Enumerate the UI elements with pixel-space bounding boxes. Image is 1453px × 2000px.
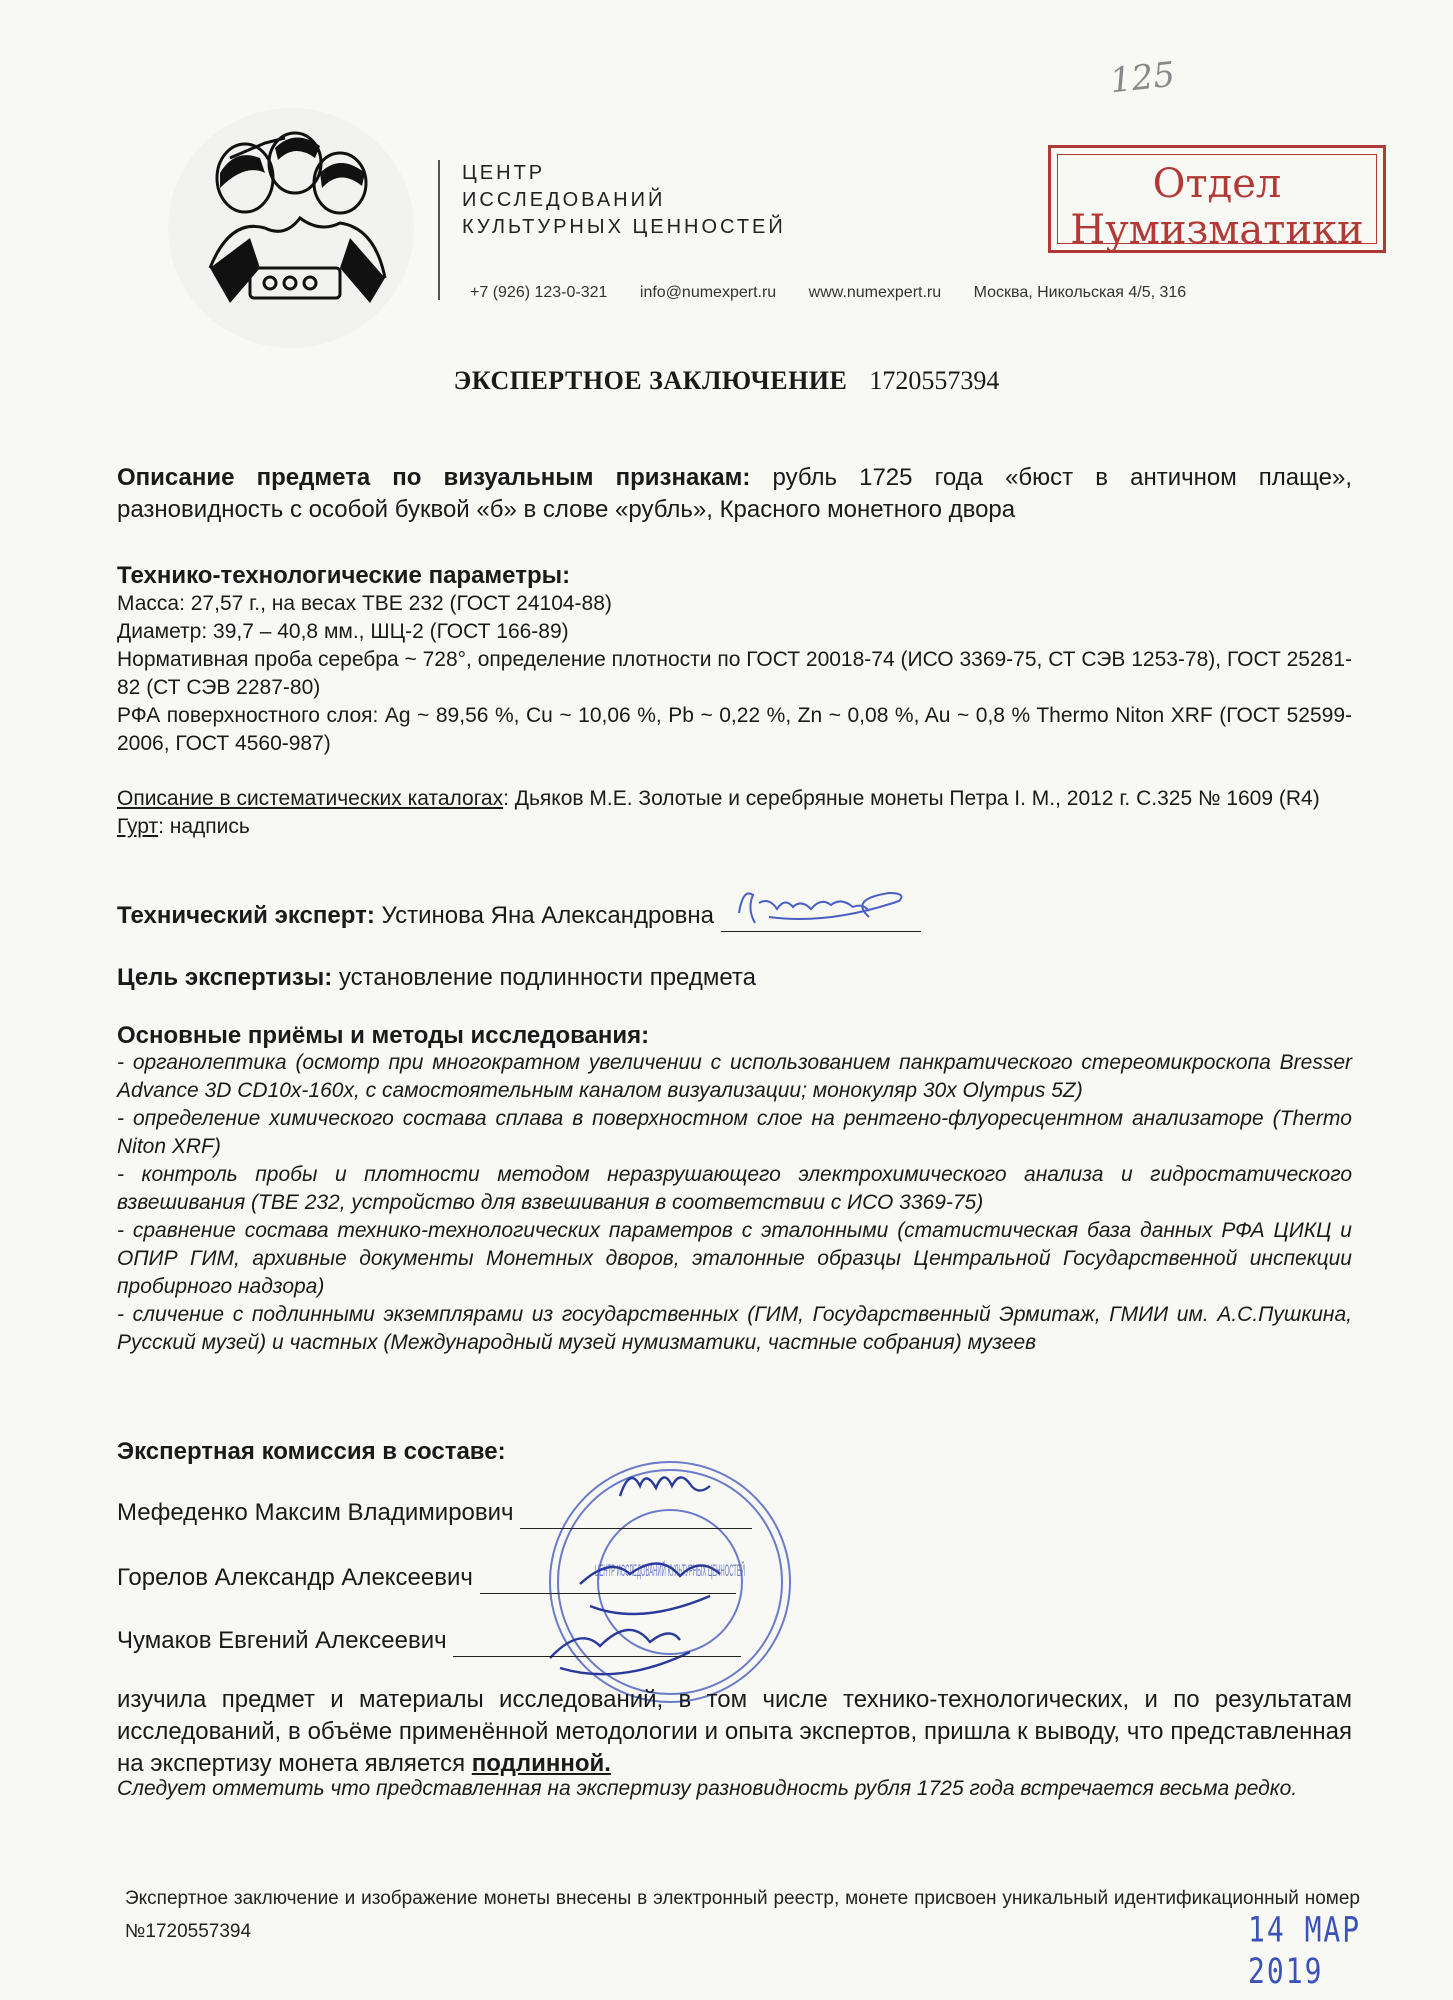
website-url: www.numexpert.ru [808,284,942,301]
tech-expert-label: Технический эксперт: [117,902,375,929]
catalog-block [117,785,1352,841]
method-item: - определение химического состава сплава в поверхностном слое на рентгено-флуоресцентном анализаторе (Thermo Niton XRF) [117,1107,1352,1158]
commission-member-row [117,1625,1352,1657]
silver-standard-line: Нормативная проба серебра ~ 728°, определение плотности по ГОСТ 20018-74 (ИСО 3369-75, СТ СЭВ 1253-78), ГОСТ 25281-82 (СТ СЭВ 2287-80) [117,648,1352,699]
document-title [0,366,1453,396]
handwritten-number: 125 [1108,54,1177,102]
registry-footer: Экспертное заключение и изображение монеты внесены в электронный реестр, монете присвоен уникальный идентификационный номер №1720557394 [125,1888,1360,1942]
methods-list [117,1049,1352,1357]
description-text: рубль 1725 года «бюст в античном плаще», разновидность с особой буквой «б» в слове «рубль», Красного монетного двора [117,464,1352,523]
commission-heading: Экспертная комиссия в составе: [117,1438,506,1465]
commission-member-name: Чумаков Евгений Алексеевич [117,1627,447,1654]
edge-label: Гурт [117,815,159,838]
tech-params-block [117,590,1352,758]
item-description [117,462,1352,526]
conclusion-body: изучила предмет и материалы исследований, в том числе технико-технологических, и по результатам исследований, в объёме применённой методологии и опыта экспертов, пришла к выводу, что представленная на экспертизу монета является [117,1686,1352,1777]
stamp-line-2: Нумизматики [1070,207,1364,253]
edge-text: : надпись [158,815,250,838]
address: Москва, Никольская 4/5, 316 [973,284,1187,301]
commission-member-name: Мефеденко Максим Владимирович [117,1499,514,1526]
tech-params-heading: Технико-технологические параметры: [117,562,571,589]
header-divider [438,160,440,300]
tech-expert-name: Устинова Яна Александровна [381,902,715,929]
logo-experts-illustration [190,118,400,318]
diameter-line: Диаметр: 39,7 – 40,8 мм., ШЦ-2 (ГОСТ 166-89) [117,620,569,643]
phone-number: +7 (926) 123-0-321 [470,284,608,301]
goal-text: установление подлинности предмета [338,964,756,991]
stamp-line-1: Отдел [1152,161,1282,207]
method-item: - контроль пробы и плотности методом неразрушающего электрохимического анализа и гидростатического взвешивания (ТВЕ 232, устройство для взвешивания в соответствии с ИСО 3369-75) [117,1163,1352,1214]
conclusion-note: Следует отметить что представленная на экспертизу разновидность рубля 1725 года встречается весьма редко. [117,1777,1298,1800]
conclusion-text [117,1684,1352,1780]
email-address: info@numexpert.ru [639,284,777,301]
methods-heading: Основные приёмы и методы исследования: [117,1022,650,1049]
edge-description [117,813,1352,841]
stamp-inner-frame [1057,154,1377,253]
signature-line [520,1500,752,1529]
tech-expert-line [117,900,1352,932]
method-item: - органолептика (осмотр при многократном увеличении с использованием панкратического стереомикроскопа Bresser Advance 3D CD10x-160x, с самостоятельным каналом визуализации; монокуляр 30х Olympus 5Z) [117,1051,1352,1102]
org-name-line: КУЛЬТУРНЫХ ЦЕННОСТЕЙ [462,216,786,238]
signature-line [453,1628,741,1657]
method-item: - сличение с подлинными экземплярами из государственных (ГИМ, Государственный Эрмитаж, ГМИИ им. А.С.Пушкина, Русский музей) и частных (Международный музей нумизматики, частные собрания) музеев [117,1303,1352,1354]
signature-line [480,1565,736,1594]
catalog-text: : Дьяков М.Е. Золотые и серебряные монеты Петра I. М., 2012 г. С.325 № 1609 (R4) [503,787,1320,810]
organization-name [462,160,786,241]
verdict: подлинной. [471,1750,611,1777]
department-stamp [1048,145,1386,253]
catalog-label: Описание в систематических каталогах [117,787,504,810]
goal-line [117,962,1352,994]
xrf-line: РФА поверхностного слоя: Ag ~ 89,56 %, Cu ~ 10,06 %, Pb ~ 0,22 %, Zn ~ 0,08 %, Au ~ 0,8 % Thermo Niton XRF (ГОСТ 52599-2006, ГОСТ 4560-987) [117,704,1352,755]
commission-member-row [117,1562,1352,1594]
goal-label: Цель экспертизы: [117,964,333,991]
mass-line: Масса: 27,57 г., на весах ТВЕ 232 (ГОСТ 24104-88) [117,592,612,615]
seal-text: ЦЕНТР ИССЛЕДОВАНИЙ КУЛЬТУРНЫХ ЦЕННОСТЕЙ [595,1561,745,1580]
catalog-description [117,785,1352,813]
date-stamp: 14 MAP 2019 [1248,1909,1362,1992]
tech-expert-signature-line [721,905,921,932]
method-item: - сравнение состава технико-технологических параметров с эталонными (статистическая база данных РФА ЦИКЦ и ОПИР ГИМ, архивные документы Монетных дворов, эталонные образцы Центральной Государственной инспекции пробирного надзора) [117,1219,1352,1298]
tech-expert-signature [729,883,919,931]
org-name-line: ИССЛЕДОВАНИЙ [462,189,666,211]
commission-member-name: Горелов Александр Алексеевич [117,1564,473,1591]
description-label: Описание предмета по визуальным признакам: [117,464,751,491]
commission-member-row [117,1497,1352,1529]
org-name-line: ЦЕНТР [462,162,546,184]
certificate-number: 1720557394 [869,366,1000,395]
contact-line [470,284,1214,302]
title-label: ЭКСПЕРТНОЕ ЗАКЛЮЧЕНИЕ [453,366,848,395]
